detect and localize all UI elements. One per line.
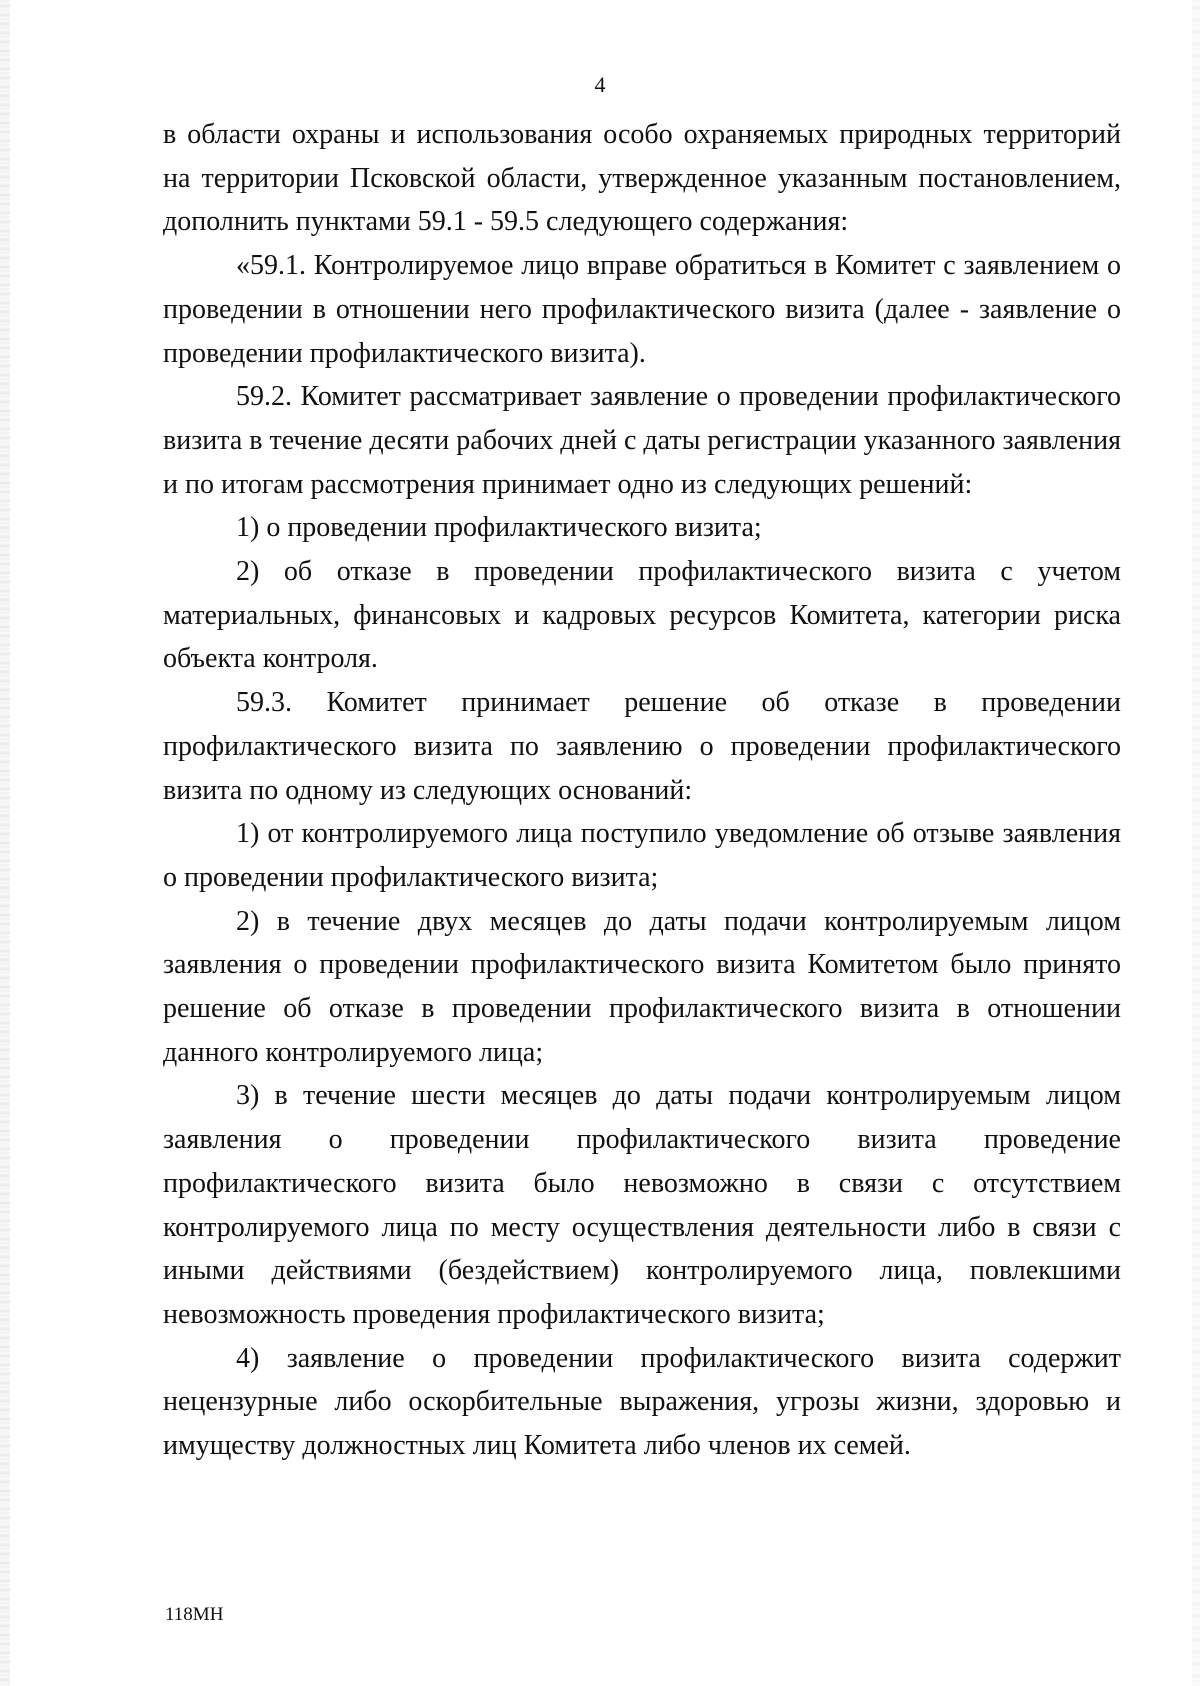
paragraph-continuation: в области охраны и использования особо охраняемых природных территорий на территории Псковской области, утвержденное указанным постановлением, дополнить пунктами 59.1 - 59.5 следующего содержания: [163,119,1121,238]
scan-edge-left [0,0,10,1686]
paragraph-59-1: «59.1. Контролируемое лицо вправе обратиться в Комитет с заявлением о проведении в отношении него профилактического визита (далее - заявление о проведении профилактического визита). [163,250,1121,369]
document-body [163,113,1121,1468]
page-number: 4 [594,72,606,97]
list-item-59-3-1: 1) от контролируемого лица поступило уведомление об отзыве заявления о проведении профилактического визита; [163,818,1121,893]
list-item-59-3-2: 2) в течение двух месяцев до даты подачи контролируемым лицом заявления о проведении профилактического визита Комитетом было принято решение об отказе в проведении профилактического визита в отношении данного контролируемого лица; [163,905,1121,1068]
document-code: 118МН [165,1604,224,1625]
paragraph-59-3: 59.3. Комитет принимает решение об отказе в проведении профилактического визита по заявлению о проведении профилактического визита по одному из следующих оснований: [163,687,1121,806]
paragraph-59-2: 59.2. Комитет рассматривает заявление о проведении профилактического визита в течение десяти рабочих дней с даты регистрации указанного заявления и по итогам рассмотрения принимает одно из следующих решений: [163,381,1121,500]
list-item-59-3-3: 3) в течение шести месяцев до даты подачи контролируемым лицом заявления о проведении профилактического визита проведение профилактического визита было невозможно в связи с отсутствием контролируемого лица по месту осуществления деятельности либо в связи с иными действиями (бездействием) контролируемого лица, повлекшими невозможность проведения профилактического визита; [163,1080,1121,1330]
list-item-59-2-2: 2) об отказе в проведении профилактического визита с учетом материальных, финансовых и кадровых ресурсов Комитета, категории риска объекта контроля. [163,556,1121,675]
list-item-59-2-1: 1) о проведении профилактического визита; [236,512,762,544]
scan-edge-right [1192,0,1200,1686]
list-item-59-3-4: 4) заявление о проведении профилактического визита содержит нецензурные либо оскорбительные выражения, угрозы жизни, здоровью и имуществу должностных лиц Комитета либо членов их семей. [163,1342,1121,1462]
